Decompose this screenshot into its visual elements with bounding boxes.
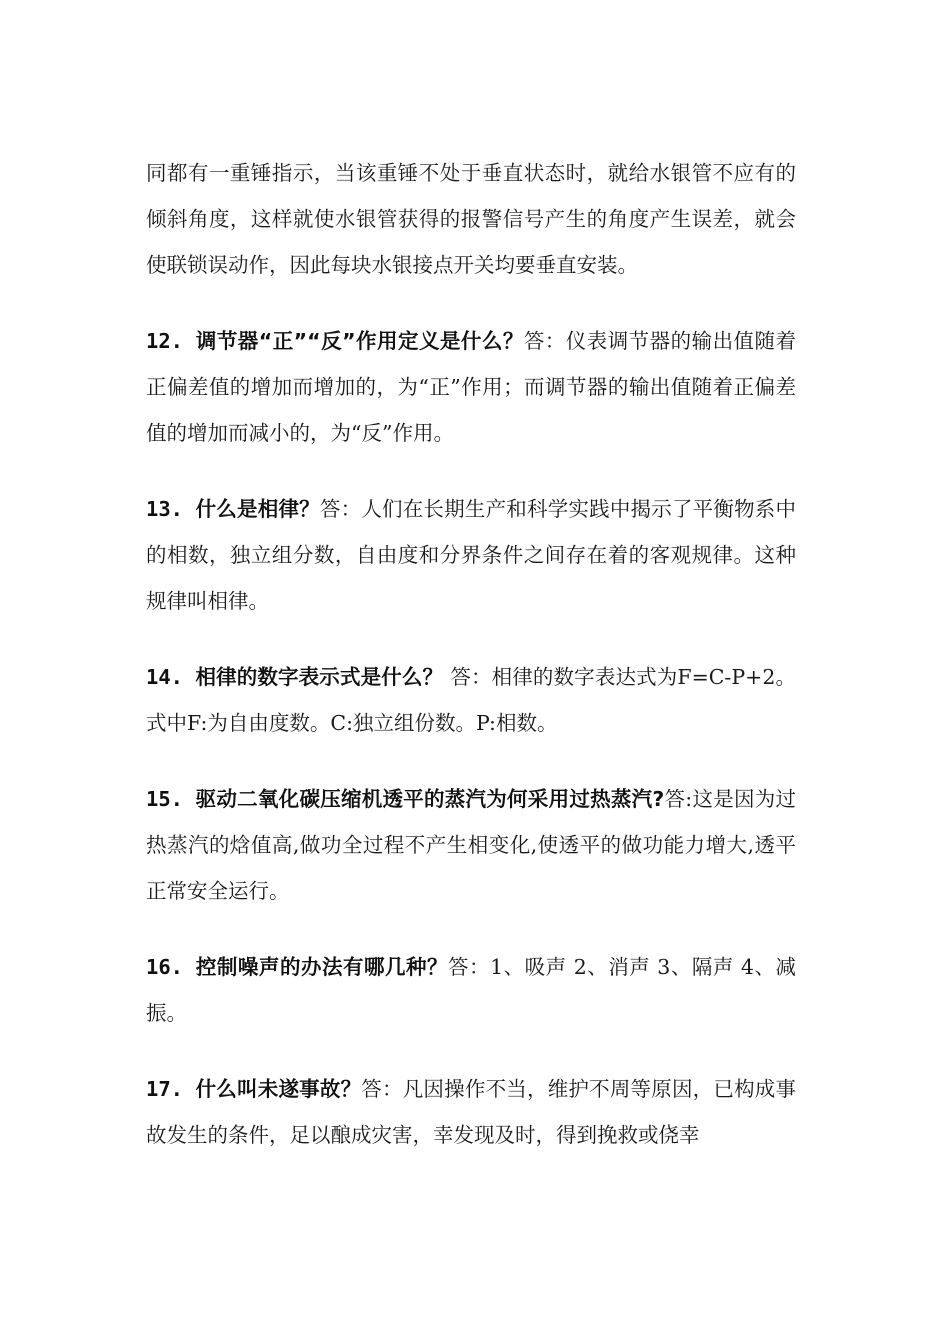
question-number: 16. xyxy=(146,955,196,979)
answer-text: 答:这是因为过热蒸汽的焓值高,做功全过程不产生相变化,使透平的做功能力增大,透平正常安全运行。 xyxy=(146,787,796,903)
question-number: 13. xyxy=(146,497,196,521)
answer-text: 答：人们在长期生产和科学实践中揭示了平衡物系中的相数，独立组分数，自由度和分界条件之间存在着的客观规律。这种规律叫相律。 xyxy=(146,497,797,613)
question-text: 驱动二氧化碳压缩机透平的蒸汽为何采用过热蒸汽? xyxy=(195,787,665,811)
question-item-12 xyxy=(146,318,796,456)
question-text: 控制噪声的办法有哪几种？ xyxy=(195,955,449,979)
question-item-14 xyxy=(146,654,796,746)
answer-text: 答：仪表调节器的输出值随着正偏差值的增加而增加的，为“正”作用；而调节器的输出值随着正偏差值的增加而减小的，为“反”作用。 xyxy=(146,329,796,445)
question-number: 14. xyxy=(146,665,196,689)
question-number: 15. xyxy=(146,787,196,811)
question-item-17 xyxy=(146,1066,796,1158)
question-text: 调节器“正”“反”作用定义是什么？ xyxy=(195,329,524,353)
answer-text: 答：凡因操作不当，维护不周等原因，已构成事故发生的条件，足以酿成灾害，幸发现及时，得到挽救或侥幸 xyxy=(146,1077,797,1147)
question-number: 17. xyxy=(146,1077,196,1101)
question-text: 什么是相律？ xyxy=(195,497,320,521)
question-text: 什么叫未遂事故？ xyxy=(195,1077,362,1101)
answer-text: 答：相律的数字表达式为F=C-P+2。式中F:为自由度数。C:独立组份数。P:相数。 xyxy=(146,665,797,735)
question-text: 相律的数字表示式是什么？ xyxy=(195,665,451,689)
question-item-13 xyxy=(146,486,796,624)
document-body xyxy=(146,150,796,1188)
question-item-16 xyxy=(146,944,796,1036)
answer-text: 答：1、吸声 2、消声 3、隔声 4、减振。 xyxy=(146,955,796,1025)
question-item-15 xyxy=(146,776,796,914)
question-number: 12. xyxy=(146,329,196,353)
answer-text: 同都有一重锤指示，当该重锤不处于垂直状态时，就给水银管不应有的倾斜角度，这样就使水银管获得的报警信号产生的角度产生误差，就会使联锁误动作，因此每块水银接点开关均要垂直安装。 xyxy=(146,161,796,277)
paragraph-continuation xyxy=(146,150,796,288)
